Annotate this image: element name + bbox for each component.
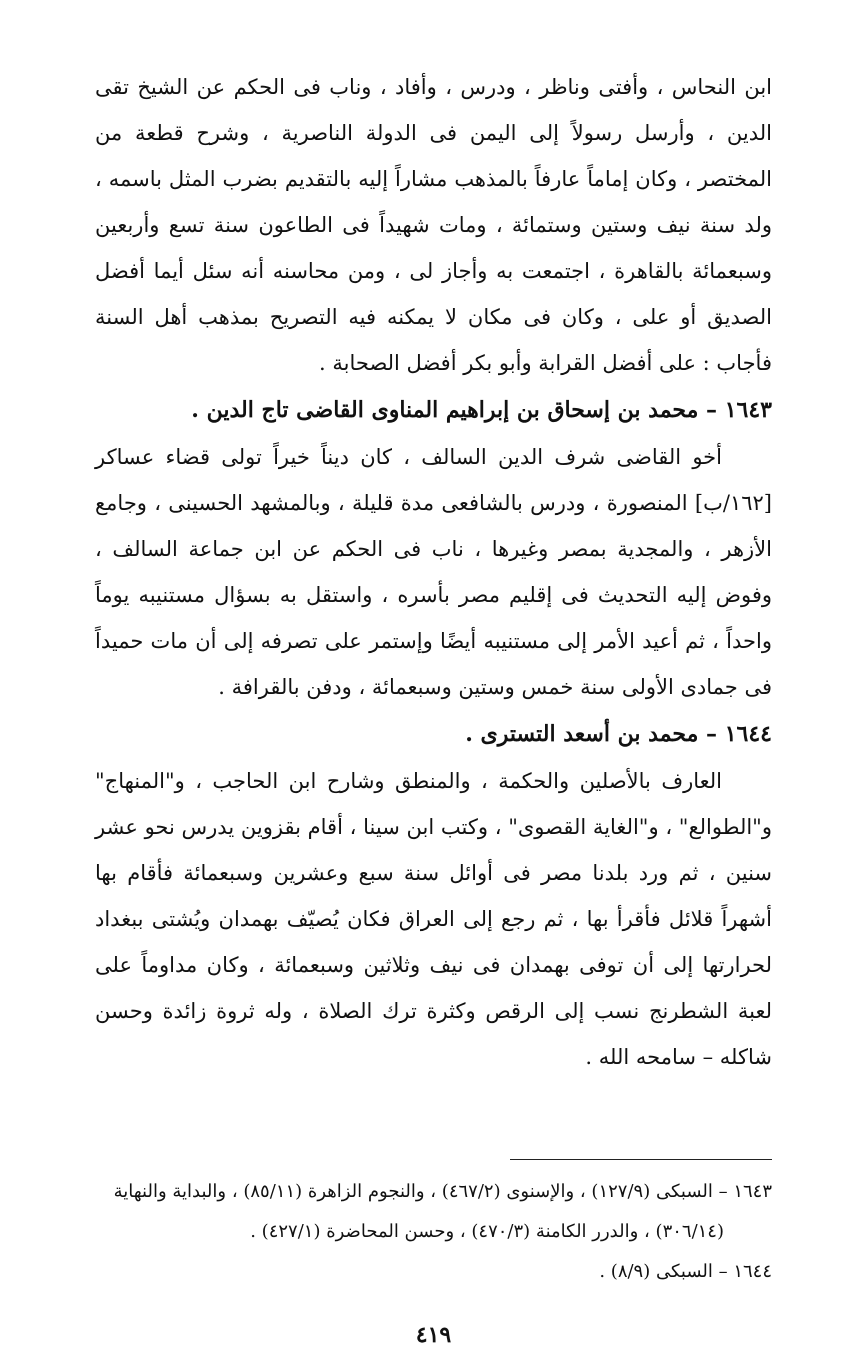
entry-1643-title: – محمد بن إسحاق بن إبراهيم المناوى القاضى تاج الدين . (191, 397, 718, 423)
entry-1644-number: ١٦٤٤ (724, 721, 772, 747)
page-number: ٤١٩ (415, 1322, 452, 1348)
entry-1643-heading (95, 386, 772, 434)
entry-1644-heading (95, 710, 772, 758)
footnote-1644: ١٦٤٤ – السبكى (٨/٩) . (599, 1261, 772, 1282)
footnote-1643-line-1: ١٦٤٣ – السبكى (١٢٧/٩) ، والإسنوى (٤٦٧/٢) ، والنجوم الزاهرة (٨٥/١١) ، والبداية والنهاية (113, 1181, 772, 1202)
footnote-1643-line-2: (٣٠٦/١٤) ، والدرر الكامنة (٤٧٠/٣) ، وحسن المحاضرة (٤٢٧/١) . (250, 1221, 724, 1242)
entry-1644-body: العارف بالأصلين والحكمة ، والمنطق وشارح ابن الحاجب ، و"المنهاج" و"الطوالع" ، و"الغاية القصوى" ، وكتب ابن سينا ، أقام بقزوين يدرس نحو عشر سنين ، ثم ورد بلدنا مصر فى أوائل سنة سبع وعشرين وسبعمائة فأقام بها أشهراً قلائل فأقرأ بها ، ثم رجع إلى العراق فكان يُصيّف بهمدان ويُشتى ببغداد لحرارتها إلى أن توفى بهمدان فى نيف وثلاثين وسبعمائة ، وكان مداوماً على لعبة الشطرنج نسب إلى الرقص وكثرة ترك الصلاة ، وله ثروة زائدة وحسن شاكله – سامحه الله . (95, 769, 772, 1069)
entry-1642-continuation: ابن النحاس ، وأفتى وناظر ، ودرس ، وأفاد ، وناب فى الحكم عن الشيخ تقى الدين ، وأرسل رسولاً إلى اليمن فى الدولة الناصرية ، وشرح قطعة من المختصر ، وكان إماماً عارفاً بالمذهب مشاراً إليه بالتقديم بضرب المثل باسمه ، ولد سنة نيف وستين وستمائة ، ومات شهيداً فى الطاعون سنة تسع وأربعين وسبعمائة بالقاهرة ، اجتمعت به وأجاز لى ، ومن محاسنه أنه سئل أيما أفضل الصديق أو على ، وكان فى مكان لا يمكنه فيه التصريح بمذهب أهل السنة فأجاب : على أفضل القرابة وأبو بكر أفضل الصحابة . (95, 75, 772, 375)
main-text-block (95, 64, 772, 1080)
entry-1643-number: ١٦٤٣ (724, 397, 772, 423)
entry-1644-title: – محمد بن أسعد التسترى . (465, 721, 718, 747)
entry-1643-body: أخو القاضى شرف الدين السالف ، كان ديناً خيراً تولى قضاء عساكر [١٦٢/ب] المنصورة ، ودرس بالشافعى مدة قليلة ، وبالمشهد الحسينى ، وجامع الأزهر ، والمجدية بمصر وغيرها ، ناب فى الحكم عن ابن جماعة السالف ، وفوض إليه التحديث فى إقليم مصر بأسره ، واستقل به بسؤال مستنيبه يوماً واحداً ، ثم أعيد الأمر إلى مستنيبه أيضًا وإستمر على تصرفه إلى أن مات حميداً فى جمادى الأولى سنة خمس وستين وسبعمائة ، ودفن بالقرافة . (95, 445, 772, 699)
footnote-divider (510, 1159, 772, 1160)
footnotes-block (95, 1172, 772, 1292)
